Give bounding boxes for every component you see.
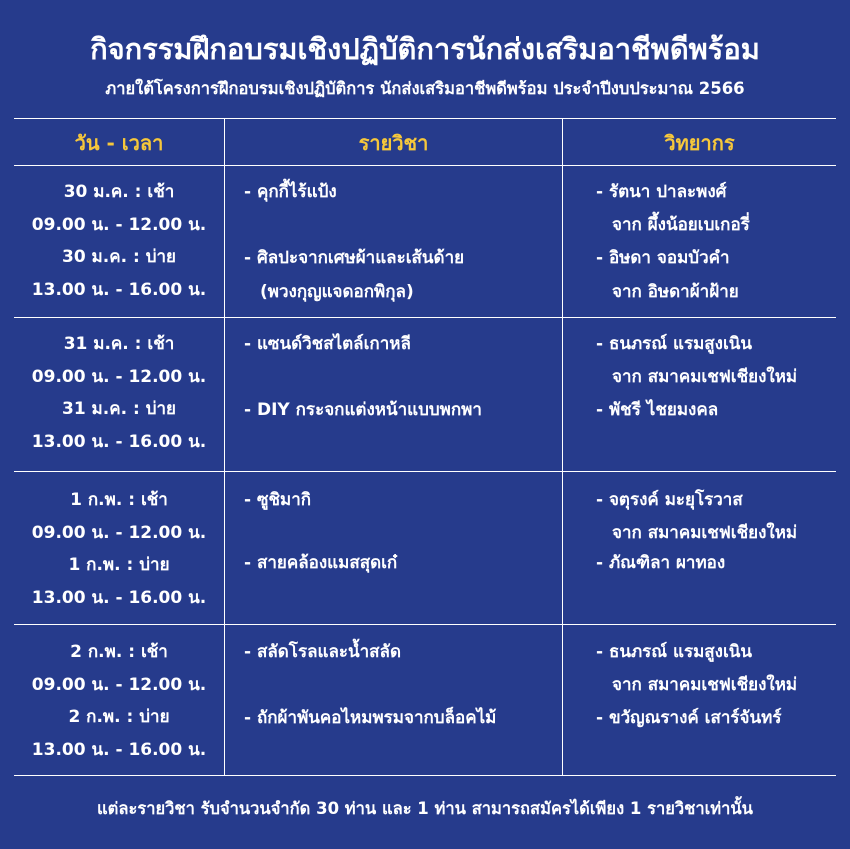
time-cell <box>14 328 224 458</box>
trainer-morning-affiliation: จาก สมาคมเชฟเชียงใหม่ <box>612 523 798 543</box>
subject-afternoon: - DIY กระจกแต่งหน้าแบบพกพา <box>244 400 482 420</box>
row-divider-2 <box>14 471 836 472</box>
subject-morning: - แซนด์วิชสไตล์เกาหลี <box>244 334 411 354</box>
trainer-morning: - ธนภรณ์ แรมสูงเนิน <box>596 642 753 662</box>
table-bottom-border <box>14 775 836 776</box>
morning-date: 30 ม.ค. : เช้า <box>63 182 175 202</box>
column-divider-2 <box>562 118 563 775</box>
trainer-morning-affiliation: จาก สมาคมเชฟเชียงใหม่ <box>612 367 798 387</box>
time-cell <box>14 636 224 766</box>
afternoon-hours: 13.00 น. - 16.00 น. <box>31 739 207 760</box>
trainer-morning-affiliation: จาก ผึ้งน้อยเบเกอรี่ <box>612 215 750 235</box>
row-divider-1 <box>14 317 836 318</box>
row-divider-3 <box>14 624 836 625</box>
page-subtitle: ภายใต้โครงการฝึกอบรมเชิงปฏิบัติการ นักส่งเสริมอาชีพดีพร้อม ประจำปีงบประมาณ 2566 <box>105 79 745 98</box>
subject-afternoon: - ศิลปะจากเศษผ้าและเส้นด้าย <box>244 248 465 268</box>
trainer-morning-affiliation: จาก สมาคมเชฟเชียงใหม่ <box>612 675 798 695</box>
morning-hours: 09.00 น. - 12.00 น. <box>31 522 207 543</box>
trainer-afternoon: - ขวัญณรางค์ เสาร์จันทร์ <box>596 708 782 728</box>
subject-afternoon: - สายคล้องแมสสุดเก๋ <box>244 553 398 573</box>
afternoon-hours: 13.00 น. - 16.00 น. <box>31 587 207 608</box>
subject-morning: - ซูชิมากิ <box>244 490 312 510</box>
subject-afternoon-detail: (พวงกุญแจดอกพิกุล) <box>260 282 414 302</box>
afternoon-date: 2 ก.พ. : บ่าย <box>68 707 170 727</box>
morning-date: 31 ม.ค. : เช้า <box>63 334 175 354</box>
time-cell <box>14 484 224 614</box>
morning-date: 2 ก.พ. : เช้า <box>70 642 168 662</box>
trainer-morning: - จตุรงค์ มะยุโรวาส <box>596 490 743 510</box>
page-title: กิจกรรมฝึกอบรมเชิงปฏิบัติการนักส่งเสริมอาชีพดีพร้อม <box>90 32 760 66</box>
header-subject: รายวิชา <box>358 131 429 155</box>
afternoon-date: 1 ก.พ. : บ่าย <box>68 555 170 575</box>
time-cell <box>14 176 224 306</box>
header-trainer: วิทยากร <box>664 131 735 155</box>
subject-afternoon: - ถักผ้าพันคอไหมพรมจากบล็อคไม้ <box>244 708 497 728</box>
morning-hours: 09.00 น. - 12.00 น. <box>31 674 207 695</box>
afternoon-hours: 13.00 น. - 16.00 น. <box>31 279 207 300</box>
morning-hours: 09.00 น. - 12.00 น. <box>31 214 207 235</box>
trainer-morning: - ธนภรณ์ แรมสูงเนิน <box>596 334 753 354</box>
footer-note: แต่ละรายวิชา รับจำนวนจำกัด 30 ท่าน และ 1 ท่าน สามารถสมัครได้เพียง 1 รายวิชาเท่านั้น <box>97 799 753 818</box>
morning-hours: 09.00 น. - 12.00 น. <box>31 366 207 387</box>
trainer-afternoon-affiliation: จาก อิษดาผ้าฝ้าย <box>612 282 739 302</box>
afternoon-hours: 13.00 น. - 16.00 น. <box>31 431 207 452</box>
header-time: วัน - เวลา <box>74 131 164 155</box>
trainer-afternoon: - ภัณฑิลา ผาทอง <box>596 553 726 573</box>
subject-morning: - คุกกี้ไร้แป้ง <box>244 182 337 202</box>
afternoon-date: 30 ม.ค. : บ่าย <box>61 247 176 267</box>
trainer-afternoon: - พัชรี ไชยมงคล <box>596 400 719 420</box>
trainer-morning: - รัตนา ปาละพงศ์ <box>596 182 727 202</box>
column-divider-1 <box>224 118 225 775</box>
trainer-afternoon: - อิษดา จอมบัวคำ <box>596 248 730 268</box>
afternoon-date: 31 ม.ค. : บ่าย <box>61 399 176 419</box>
table-top-border <box>14 118 836 119</box>
subject-morning: - สลัดโรลและน้ำสลัด <box>244 642 401 662</box>
morning-date: 1 ก.พ. : เช้า <box>70 490 168 510</box>
header-divider <box>14 165 836 166</box>
